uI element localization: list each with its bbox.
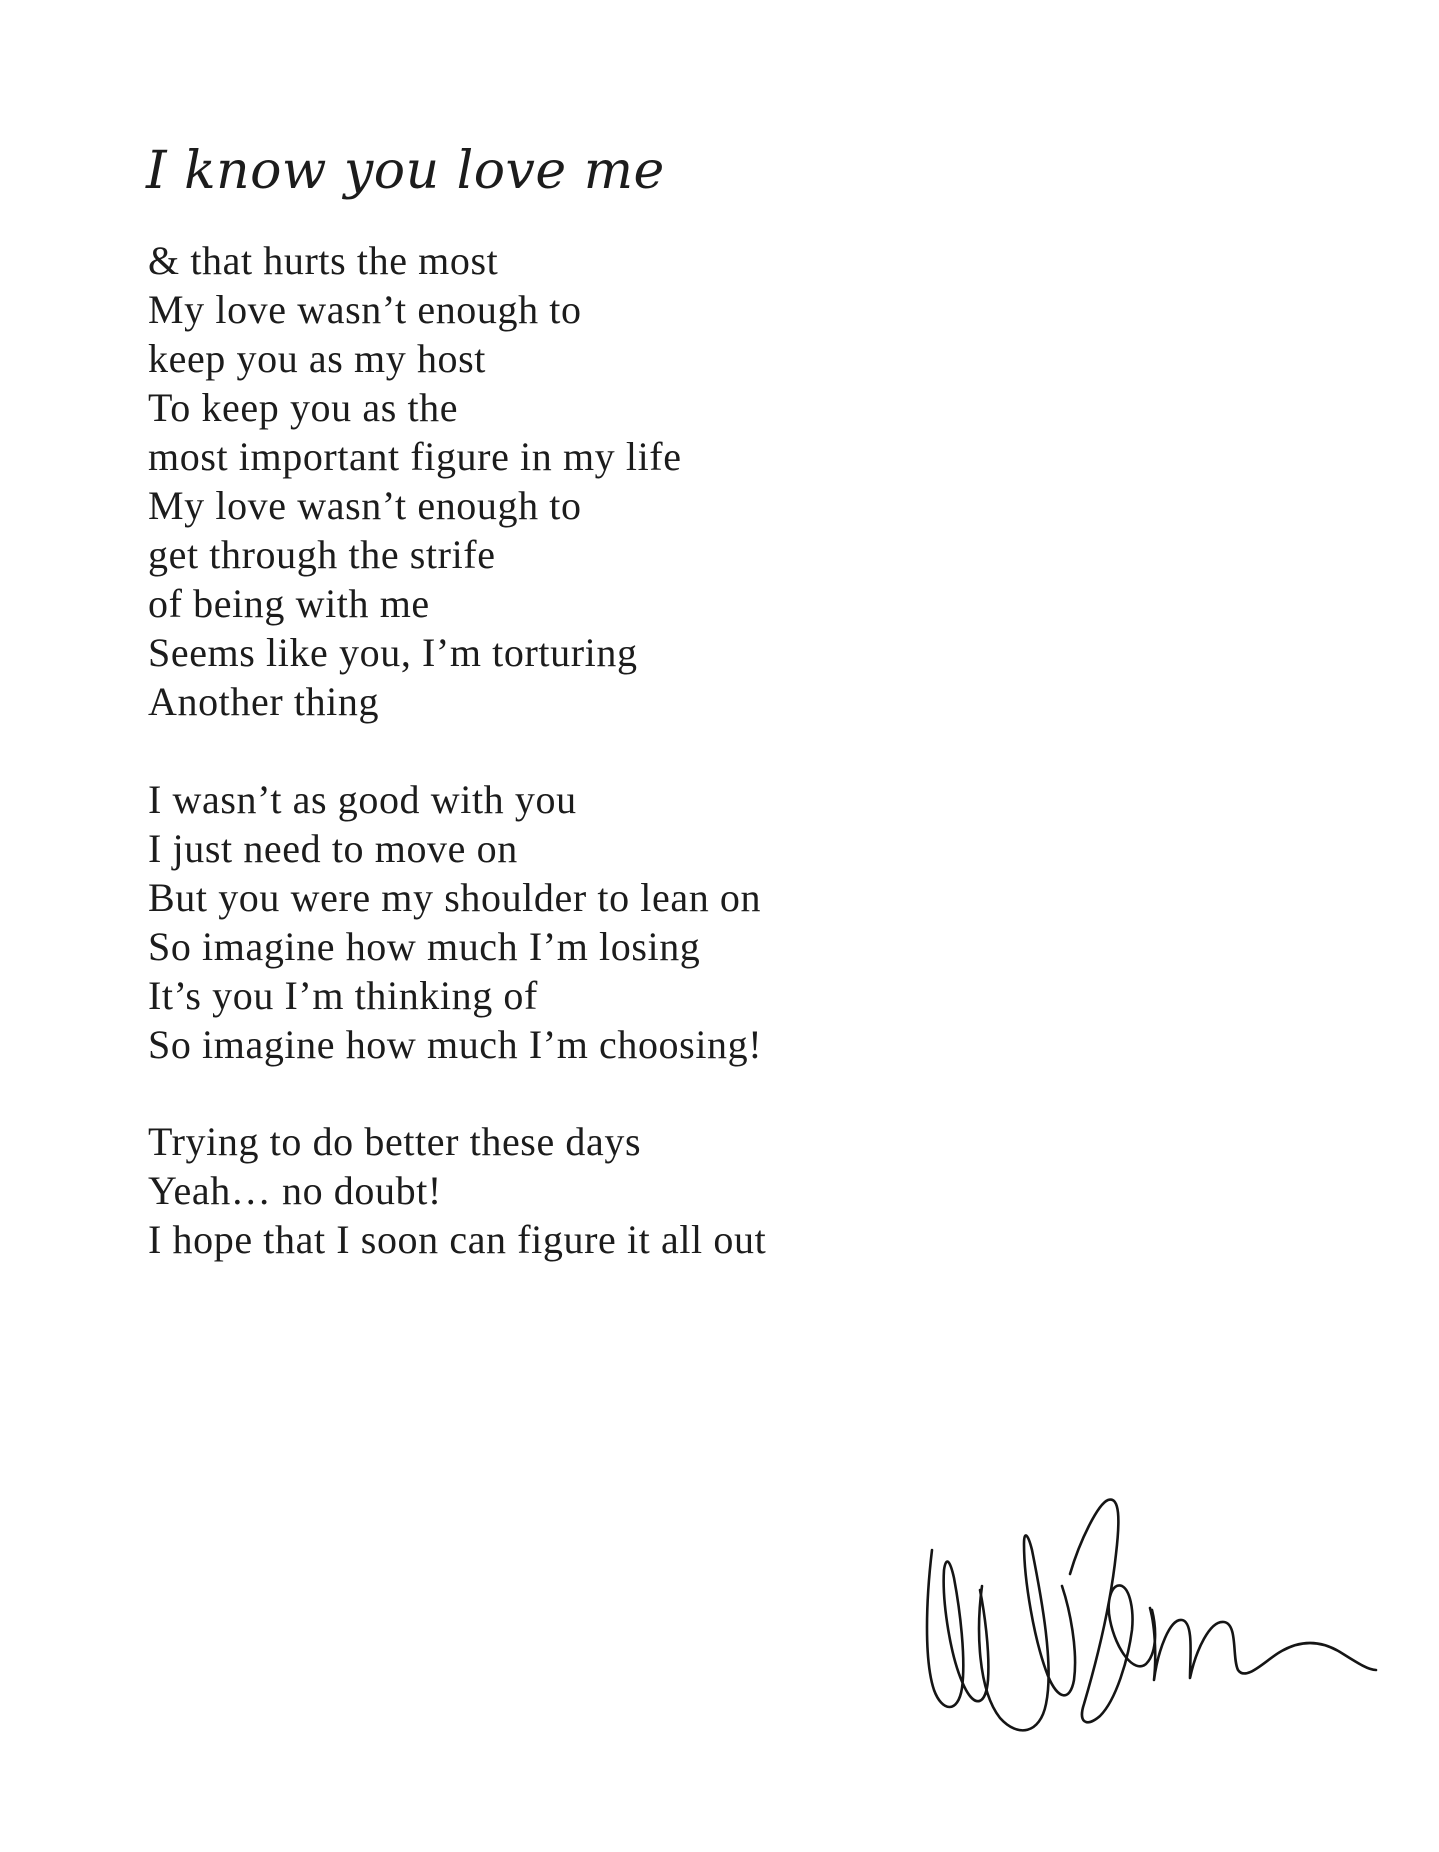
poem-line: So imagine how much I’m choosing! xyxy=(148,1022,763,1067)
poem-line: Seems like you, I’m torturing xyxy=(148,630,638,675)
handwritten-signature-icon xyxy=(920,1490,1380,1740)
poem-line: To keep you as the xyxy=(148,385,459,430)
poem-line: get through the strife xyxy=(148,532,496,577)
poem-line: Another thing xyxy=(148,679,380,724)
poem-line: My love wasn’t enough to xyxy=(148,483,582,528)
poem-line: Yeah… no doubt! xyxy=(148,1168,442,1213)
poem-line: But you were my shoulder to lean on xyxy=(148,875,762,920)
poem-line: keep you as my host xyxy=(148,336,487,381)
stanza-3 xyxy=(148,1117,766,1264)
poem-line: I just need to move on xyxy=(148,826,518,871)
poem-line: My love wasn’t enough to xyxy=(148,287,582,332)
poem-line: So imagine how much I’m losing xyxy=(148,924,701,969)
poem-line: & that hurts the most xyxy=(148,238,499,283)
poem-line: Trying to do better these days xyxy=(148,1119,642,1164)
poem-line: I wasn’t as good with you xyxy=(148,777,577,822)
stanza-2 xyxy=(148,775,762,1069)
stanza-1 xyxy=(148,236,682,726)
poem-line: most important figure in my life xyxy=(148,434,682,479)
poem-line: It’s you I’m thinking of xyxy=(148,973,538,1018)
poem-line: I hope that I soon can figure it all out xyxy=(148,1217,767,1262)
poem-title: I know you love me xyxy=(146,141,665,201)
poem-line: of being with me xyxy=(148,581,430,626)
